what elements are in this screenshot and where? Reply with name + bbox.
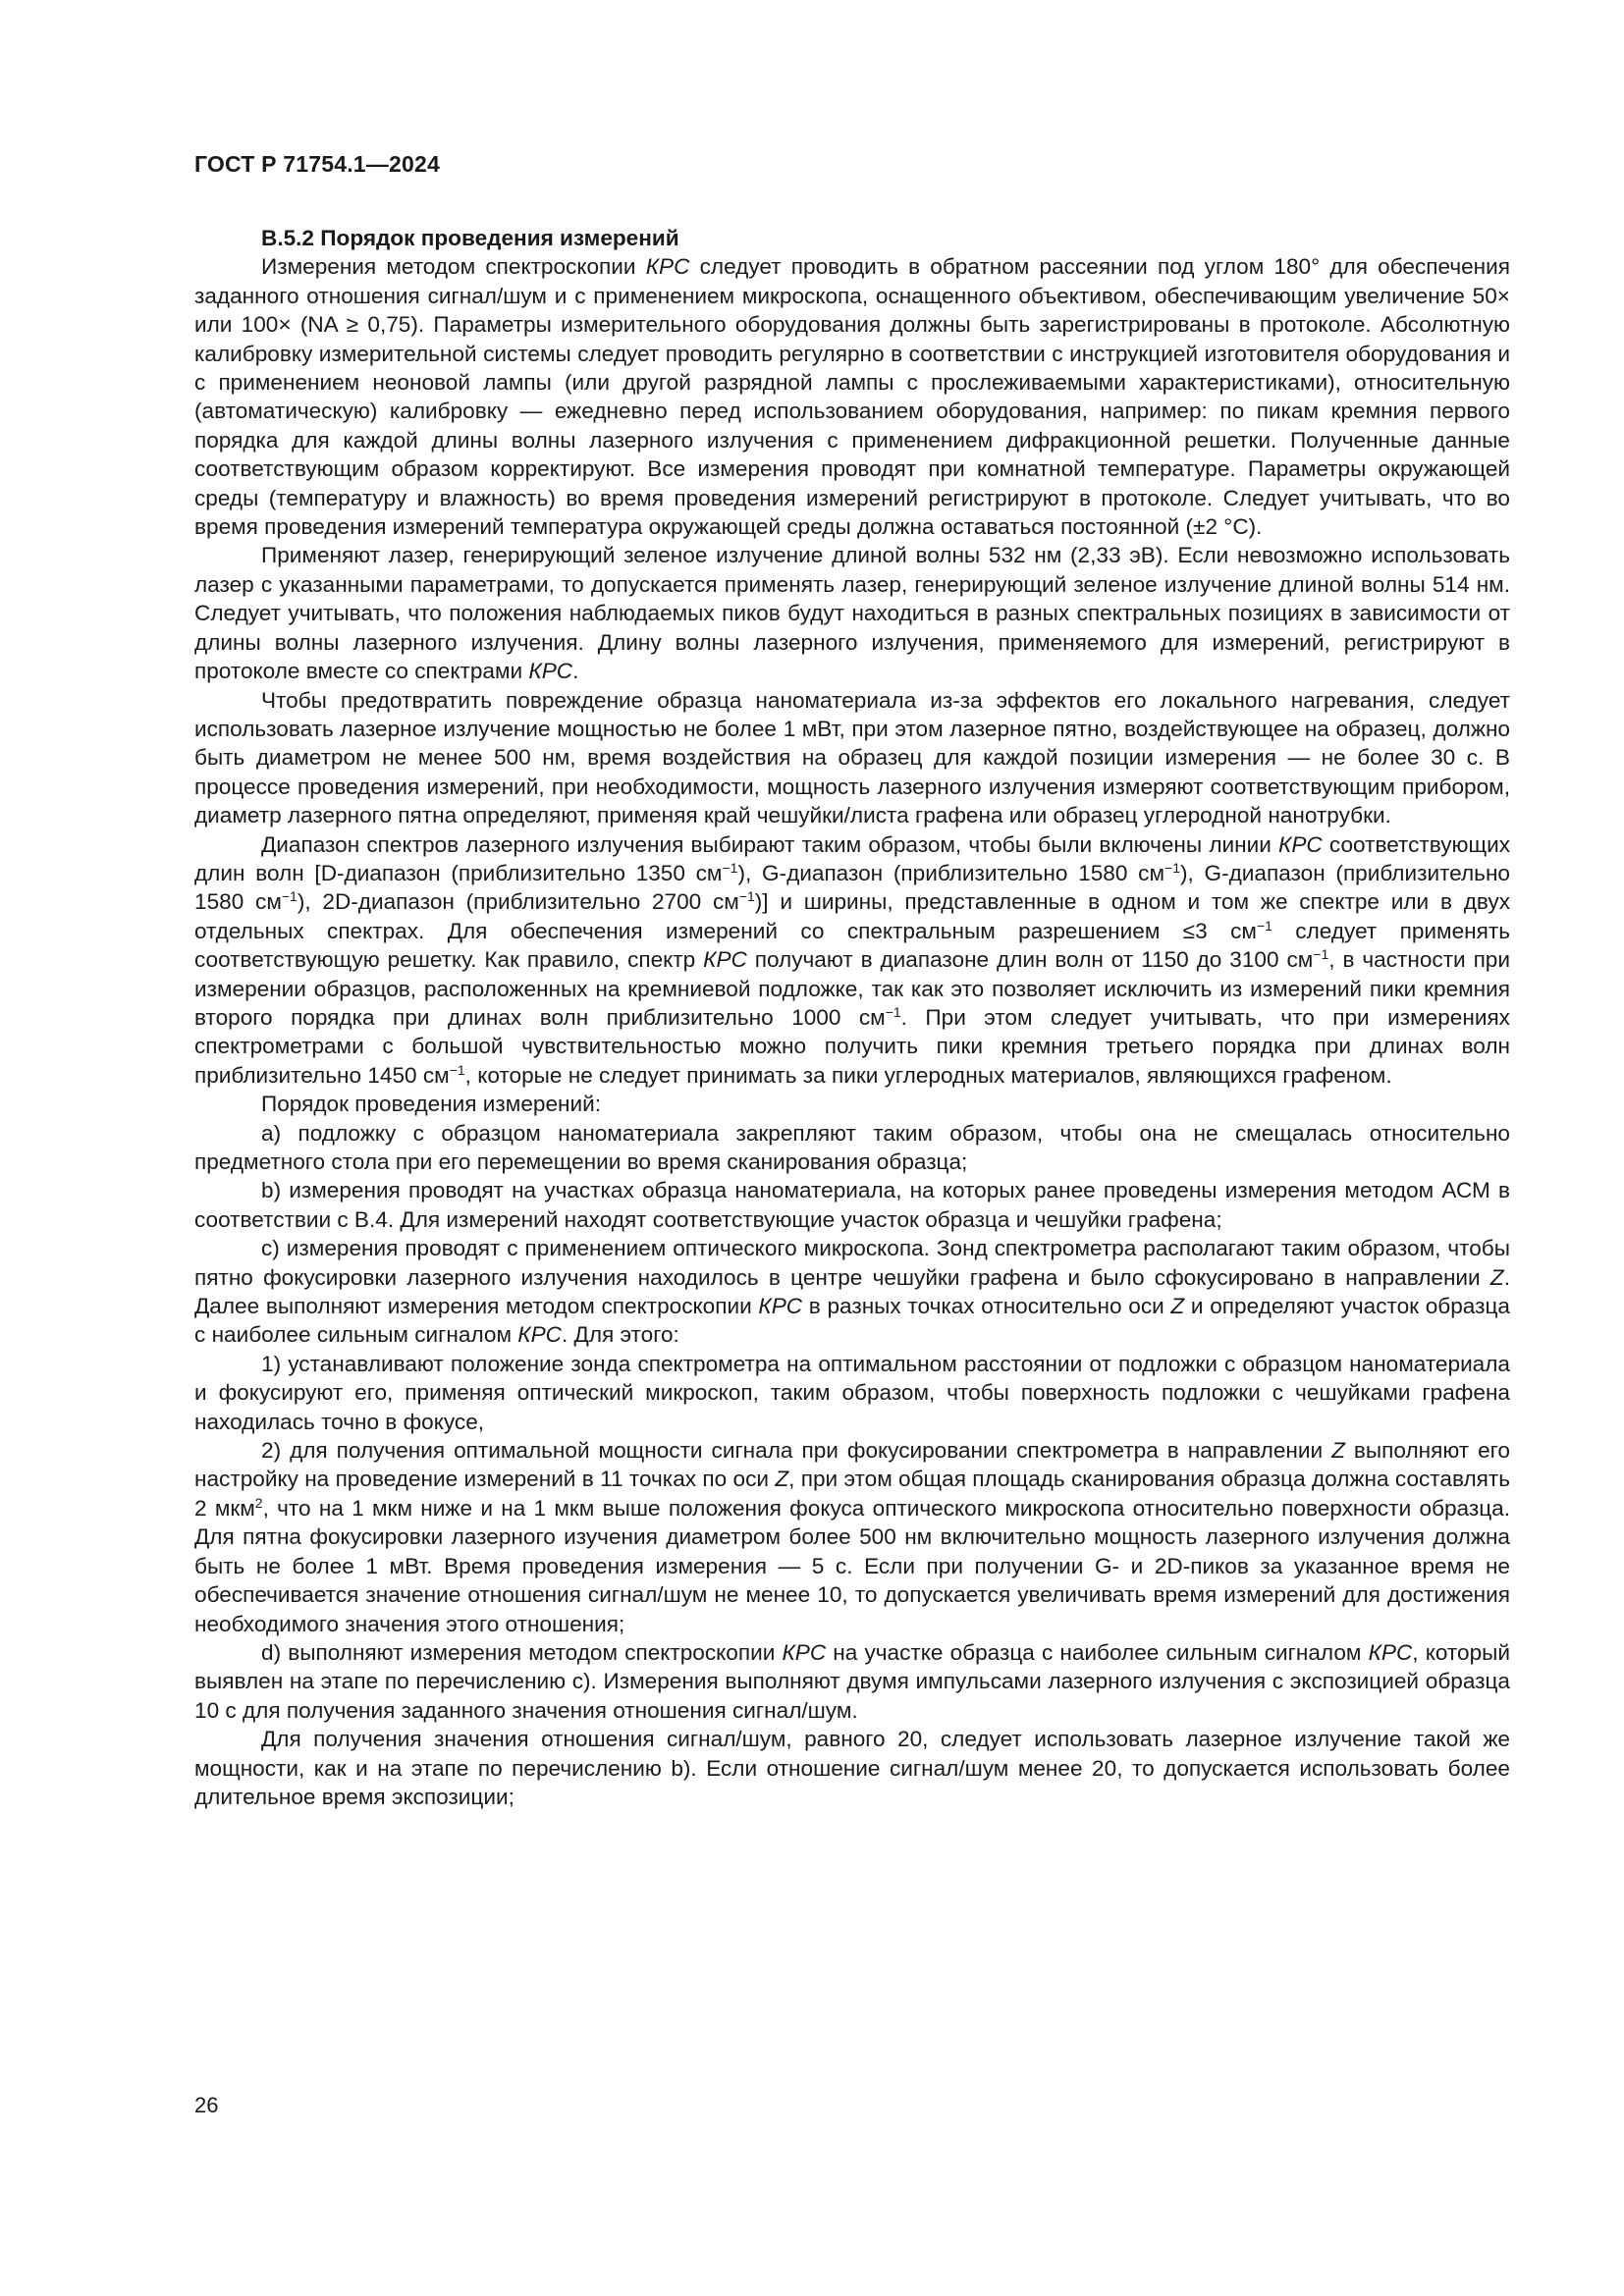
list-item-c: c) измерения проводят с применением оптического микроскопа. Зонд спектрометра располагают таким образом, чтобы пятно фокусировки лазерного излучения находилось в центре чешуйки графена и было сфокусировано в направлении Z. Далее выполняют измерения методом спектроскопии КРС в разных точках относительно оси Z и определяют участок образца с наиболее сильным сигналом КРС. Для этого:: [194, 1236, 1510, 1348]
paragraph-laser: Применяют лазер, генерирующий зеленое излучение длиной волны 532 нм (2,33 эВ). Если невозможно использовать лазер с указанными параметрами, то допускается применять лазер, генерирующий зеленое излучение длиной волны 514 нм. Следует учитывать, что положения наблюдаемых пиков будут находиться в разных спектральных позициях в зависимости от длины волны лазерного излучения. Длину волны лазерного излучения, применяемого для измерений, регистрируют в протоколе вместе со спектрами КРС.: [194, 543, 1510, 684]
list-item-c-1: 1) устанавливают положение зонда спектрометра на оптимальном расстоянии от подложки с образцом наноматериала и фокусируют его, применяя оптический микроскоп, таким образом, чтобы поверхность подложки с чешуйками графена находилась точно в фокусе,: [194, 1351, 1510, 1434]
document-number-header: ГОСТ Р 71754.1—2024: [194, 151, 440, 177]
section-title: B.5.2 Порядок проведения измерений: [261, 226, 679, 250]
page-number: 26: [194, 2093, 219, 2117]
paragraph-calibration: Измерения методом спектроскопии КРС следует проводить в обратном рассеянии под углом 180° для обеспечения заданного отношения сигнал/шум и с применением микроскопа, оснащенного объективом, обеспечивающим увеличение 50× или 100× (NA ≥ 0,75). Параметры измерительного оборудования должны быть зарегистрированы в протоколе. Абсолютную калибровку измерительной системы следует проводить регулярно в соответствии с инструкцией изготовителя оборудования и с применением неоновой лампы (или другой разрядной лампы с прослеживаемыми характеристиками), относительную (автоматическую) калибровку — ежедневно перед использованием оборудования, например: по пикам кремния первого порядка для каждой длины волны лазерного излучения с применением дифракционной решетки. Полученные данные соответствующим образом корректируют. Все измерения проводят при комнатной температуре. Параметры окружающей среды (температуру и влажность) во время проведения измерений регистрируют в протоколе. Следует учитывать, что во время проведения измерений температура окружающей среды должна оставаться постоянной (±2 °С).: [194, 254, 1510, 540]
list-item-a: a) подложку с образцом наноматериала закрепляют таким образом, чтобы она не смещалась относительно предметного стола при его перемещении во время сканирования образца;: [194, 1120, 1510, 1174]
list-item-b: b) измерения проводят на участках образца наноматериала, на которых ранее проведены измерения методом АСМ в соответствии с В.4. Для измерений находят соответствующие участок образца и чешуйки графена;: [194, 1178, 1510, 1232]
list-item-c-2: 2) для получения оптимальной мощности сигнала при фокусировании спектрометра в направлении Z выполняют его настройку на проведение измерений в 11 точках по оси Z, при этом общая площадь сканирования образца должна составлять 2 мкм$^2$, что на 1 мкм ниже и на 1 мкм выше положения фокуса оптического микроскопа относительно поверхности образца. Для пятна фокусировки лазерного изучения диаметром более 500 нм включительно мощность лазерного излучения должна быть не более 1 мВт. Время проведения измерения — 5 с. Если при получении G- и 2D-пиков за указанное время не обеспечивается значение отношения сигнал/шум не менее 10, то допускается увеличивать время измерений для достижения необходимого значения этого отношения;: [194, 1438, 1510, 1636]
paragraph-signal-noise: Для получения значения отношения сигнал/шум, равного 20, следует использовать лазерное излучение такой же мощности, как и на этапе по перечислению b). Если отношение сигнал/шум менее 20, то допускается использовать более длительное время экспозиции;: [194, 1727, 1510, 1809]
document-body: [194, 224, 1510, 1811]
paragraph-procedure-intro: Порядок проведения измерений:: [261, 1092, 602, 1117]
paragraph-heating: Чтобы предотвратить повреждение образца наноматериала из-за эффектов его локального нагревания, следует использовать лазерное излучение мощностью не более 1 мВт, при этом лазерное пятно, воздействующее на образец, должно быть диаметром не менее 500 нм, время воздействия на образец для каждой позиции измерения — не более 30 с. В процессе проведения измерений, при необходимости, мощность лазерного излучения измеряют соответствующим прибором, диаметр лазерного пятна определяют, применяя край чешуйки/листа графена или образец углеродной нанотрубки.: [194, 687, 1510, 828]
list-item-d: d) выполняют измерения методом спектроскопии КРС на участке образца с наиболее сильным сигналом КРС, который выявлен на этапе по перечислению c). Измерения выполняют двумя импульсами лазерного излучения с экспозицией образца 10 с для получения заданного значения отношения сигнал/шум.: [194, 1639, 1510, 1723]
paragraph-spectral-range: Диапазон спектров лазерного излучения выбирают таким образом, чтобы были включены линии КРС соответствующих длин волн [D-диапазон (приблизительно 1350 $см^{-1}$), G-диапазон (приблизительно 1580 $см^{-1}$), G-диапазон (приблизительно 1580 $см^{-1}$), 2D-диапазон (приблизительно 2700 $см^{-1}$)] и ширины, представленные в одном и том же спектре или в двух отдельных спектрах. Для обеспечения измерений со спектральным разрешением ≤3 $см^{-1}$ следует применять соответствующую решетку. Как правило, спектр КРС получают в диапазоне длин волн от 1150 до 3100 $см^{-1}$, в частности при измерении образцов, расположенных на кремниевой подложке, так как это позволяет исключить из измерений пики кремния второго порядка при длинах волн приблизительно 1000 $см^{-1}$. При этом следует учитывать, что при измерениях спектрометрами с большой чувствительностью можно получить пики кремния третьего порядка при длинах волн приблизительно 1450 $см^{-1}$, которые не следует принимать за пики углеродных материалов, являющихся графеном.: [194, 831, 1511, 1088]
